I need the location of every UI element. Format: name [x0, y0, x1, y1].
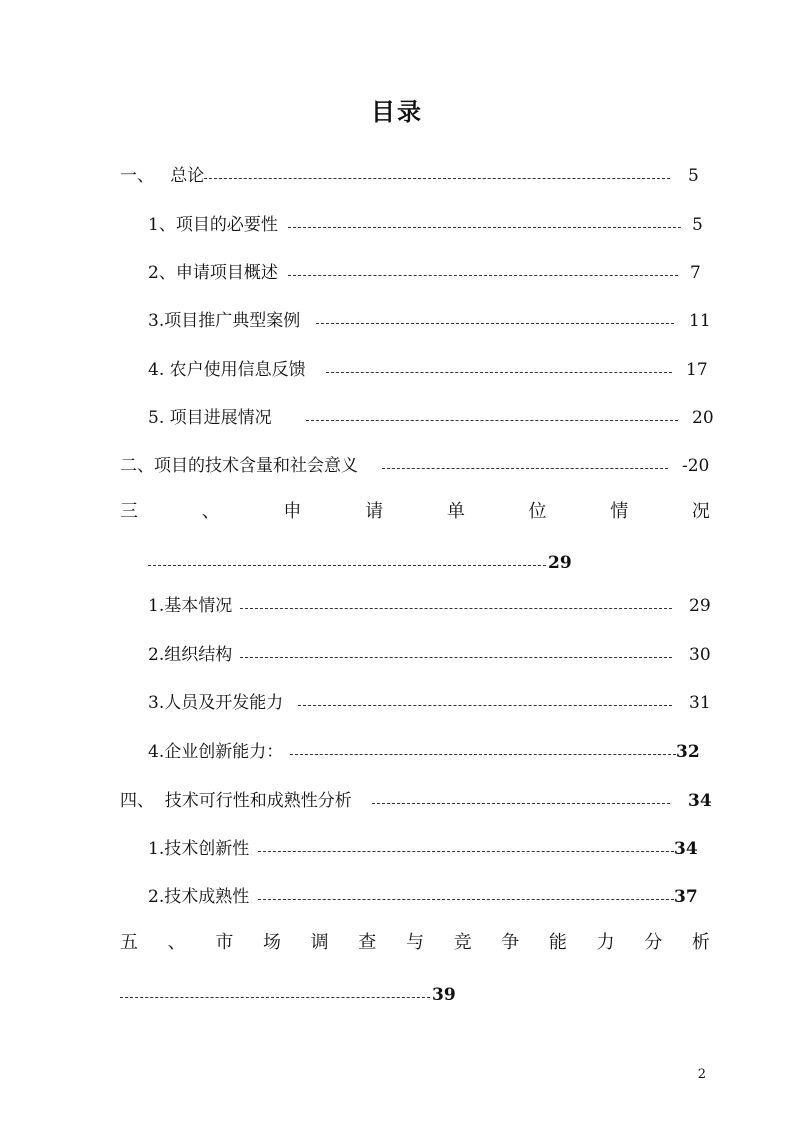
toc-heading-3[interactable]	[120, 497, 710, 523]
toc-page-number: 5	[688, 166, 699, 186]
toc-entry[interactable]	[120, 446, 714, 476]
heading-char: 分	[644, 932, 663, 953]
heading-char: 三	[120, 501, 138, 522]
toc-entry-label: 2、申请项目概述	[148, 263, 278, 283]
toc-leader	[326, 372, 672, 373]
toc-page-number: 32	[676, 742, 700, 762]
toc-entry-label: 4.企业创新能力：	[148, 742, 284, 762]
toc-leader	[372, 803, 670, 804]
toc-entry-label: 2.技术成熟性	[148, 887, 250, 907]
toc-entry[interactable]	[148, 732, 710, 762]
toc-leader	[298, 705, 672, 706]
heading-char: 况	[691, 501, 710, 522]
toc-entry-label: 5. 项目进展情况	[148, 408, 272, 428]
heading-char: 请	[365, 501, 384, 522]
toc-page-number: 39	[432, 985, 456, 1005]
toc-page-number: 29	[689, 596, 711, 616]
toc-entry-label: 四、 技术可行性和成熟性分析	[120, 791, 352, 811]
heading-char: 单	[446, 501, 465, 522]
toc-entry-label: 1.基本情况	[148, 596, 233, 616]
toc-leader	[258, 851, 674, 852]
toc-heading-5[interactable]	[120, 928, 710, 954]
heading-char: 竞	[453, 932, 472, 953]
toc-entry[interactable]	[120, 975, 460, 1005]
toc-entry-label: 一、 总论	[120, 166, 205, 186]
toc-entry-label: 3.项目推广典型案例	[148, 311, 301, 331]
heading-char: 争	[501, 932, 520, 953]
toc-entry-label: 二、项目的技术含量和社会意义	[120, 456, 358, 476]
toc-entry[interactable]	[148, 301, 710, 331]
toc-page-number: 37	[674, 887, 698, 907]
toc-leader	[204, 178, 670, 179]
toc-entry[interactable]	[148, 586, 710, 616]
toc-entry-label: 2.组织结构	[148, 645, 233, 665]
heading-char: 、	[167, 932, 186, 953]
heading-char: 申	[283, 501, 302, 522]
toc-leader	[288, 275, 678, 276]
toc-page-number: 29	[548, 553, 572, 573]
toc-page-number: 5	[692, 215, 703, 235]
toc-page-number: 34	[674, 839, 698, 859]
toc-page-number: 20	[692, 408, 714, 428]
heading-char: 位	[528, 501, 547, 522]
heading-char: 、	[201, 501, 220, 522]
toc-leader	[240, 657, 672, 658]
toc-entry[interactable]	[148, 350, 710, 380]
toc-page-number: 30	[689, 645, 711, 665]
toc-leader	[382, 468, 668, 469]
toc-leader	[316, 323, 674, 324]
toc-entry[interactable]	[148, 829, 710, 859]
toc-leader	[288, 227, 681, 228]
toc-page-number: 31	[689, 693, 711, 713]
toc-entry[interactable]	[148, 543, 588, 573]
heading-char: 能	[548, 932, 567, 953]
toc-entry[interactable]	[148, 635, 710, 665]
toc-entry[interactable]	[148, 253, 710, 283]
toc-page-number: -20	[682, 456, 710, 476]
toc-page-number: 17	[686, 360, 708, 380]
toc-page-number: 34	[688, 791, 712, 811]
heading-char: 析	[691, 932, 710, 953]
heading-char: 查	[358, 932, 377, 953]
toc-page-number: 11	[689, 311, 711, 331]
toc-entry-label: 1.技术创新性	[148, 839, 250, 859]
toc-entry[interactable]	[148, 877, 710, 907]
toc-leader	[120, 997, 430, 998]
toc-entry[interactable]	[148, 205, 710, 235]
toc-entry[interactable]	[120, 781, 714, 811]
heading-char: 情	[610, 501, 629, 522]
heading-char: 力	[596, 932, 615, 953]
toc-entry[interactable]	[148, 683, 710, 713]
heading-char: 调	[310, 932, 329, 953]
toc-entry[interactable]	[120, 156, 710, 186]
page-number: 2	[697, 1067, 706, 1082]
toc-leader	[306, 420, 678, 421]
toc-leader	[290, 754, 676, 755]
toc-entry[interactable]	[148, 398, 714, 428]
heading-char: 市	[215, 932, 234, 953]
toc-title: 目录	[371, 97, 423, 126]
toc-leader	[148, 565, 546, 566]
toc-leader	[240, 608, 672, 609]
toc-entry-label: 1、项目的必要性	[148, 215, 278, 235]
heading-char: 与	[405, 932, 424, 953]
heading-char: 五	[120, 932, 138, 953]
toc-entry-label: 3.人员及开发能力	[148, 693, 284, 713]
heading-char: 场	[262, 932, 281, 953]
toc-entry-label: 4. 农户使用信息反馈	[148, 360, 306, 380]
toc-leader	[258, 899, 674, 900]
toc-page-number: 7	[690, 263, 701, 283]
